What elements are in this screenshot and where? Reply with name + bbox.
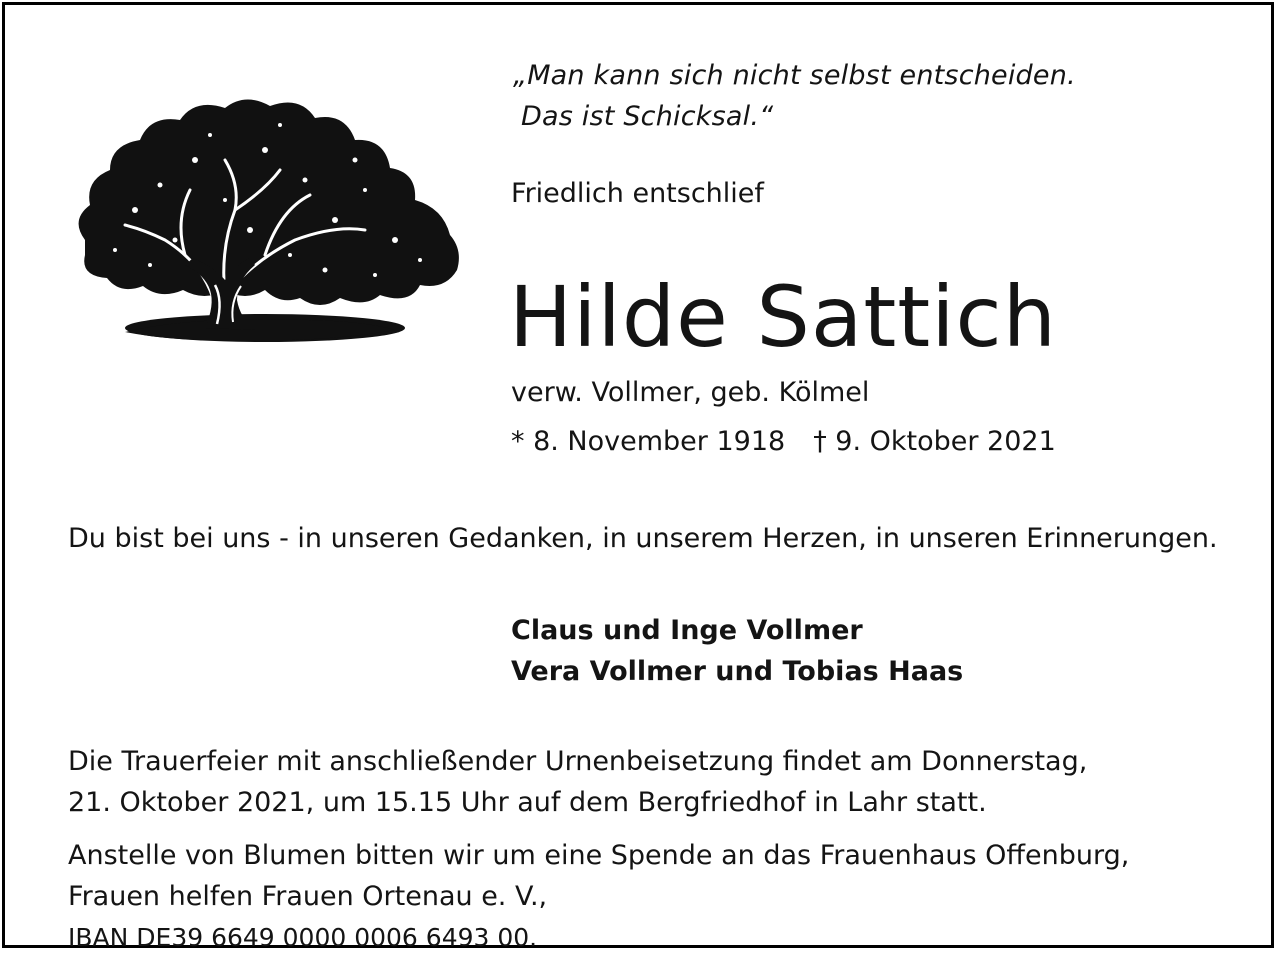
ceremony-line: Die Trauerfeier mit anschließender Urnenbeisetzung findet am Donnerstag, xyxy=(68,746,1088,777)
obituary-frame xyxy=(2,2,1274,952)
tree-icon xyxy=(65,90,465,350)
donation-line-2 xyxy=(68,876,1129,958)
donation-notice xyxy=(68,835,1129,958)
family-member: Claus und Inge Vollmer xyxy=(511,615,863,646)
iban-number: IBAN DE39 6649 0000 0006 6493 00. xyxy=(68,923,538,952)
family-member: Vera Vollmer und Tobias Haas xyxy=(511,656,964,687)
death-date: † 9. Oktober 2021 xyxy=(813,426,1056,457)
life-dates xyxy=(511,424,1056,460)
donation-line-1: Anstelle von Blumen bitten wir um eine Spende an das Frauenhaus Offenburg, xyxy=(68,840,1130,871)
maiden-name: verw. Vollmer, geb. Kölmel xyxy=(511,377,870,408)
quote-line-2: Das ist Schicksal.“ xyxy=(521,101,774,132)
intro-text: Friedlich entschlief xyxy=(511,178,764,209)
ceremony-notice xyxy=(68,741,1087,823)
memorial-verse: Du bist bei uns - in unseren Gedanken, in unserem Herzen, in unseren Erinnerungen. xyxy=(68,523,1218,554)
deceased-name: Hilde Sattich xyxy=(509,268,1057,366)
family-signatures xyxy=(511,610,963,692)
ceremony-line: 21. Oktober 2021, um 15.15 Uhr auf dem Bergfriedhof in Lahr statt. xyxy=(68,787,987,818)
epigraph-quote xyxy=(513,55,1076,137)
quote-line-1: „Man kann sich nicht selbst entscheiden. xyxy=(513,60,1076,91)
birth-date: * 8. November 1918 xyxy=(511,426,786,457)
donation-recipient: Frauen helfen Frauen Ortenau e. V., xyxy=(68,881,548,912)
